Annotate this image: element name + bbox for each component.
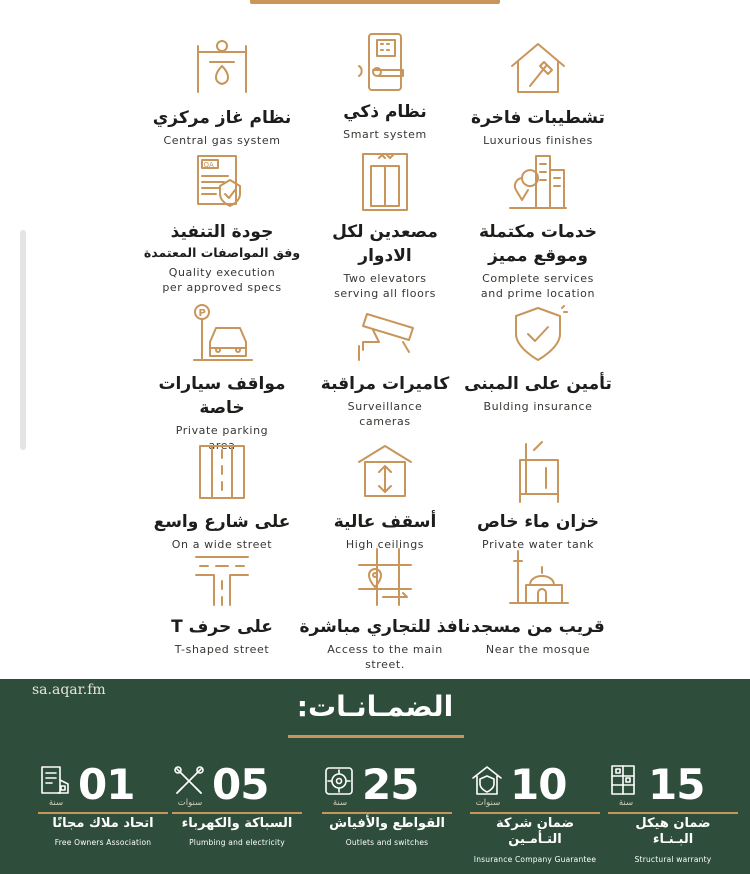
guarantee-title-ar-line2: البـنـاء <box>652 832 694 847</box>
guarantee-title-ar: القواطع والأفياش <box>329 816 445 831</box>
owners-association-icon <box>38 764 72 796</box>
smart-lock-icon <box>353 30 417 94</box>
gas-pipe-flame-icon <box>190 36 254 100</box>
guarantee-structural <box>608 760 738 870</box>
feature-title-ar-line2: الادوار <box>358 246 412 266</box>
feature-title-en: Private water tank <box>482 538 594 551</box>
guarantee-unit: سنة <box>618 798 634 808</box>
feature-title-ar: خدمات مكتملة <box>479 222 597 242</box>
guarantee-unit: سنة <box>48 798 64 808</box>
guarantee-title-en: Structural warranty <box>634 855 712 864</box>
svg-text:P: P <box>198 308 206 319</box>
map-route-icon <box>353 545 417 609</box>
t-junction-icon <box>190 545 254 609</box>
feature-title-en: Private parking area <box>175 424 269 452</box>
feature-title-en: Luxurious finishes <box>483 134 593 147</box>
city-location-icon <box>506 150 570 214</box>
high-ceiling-icon <box>353 440 417 504</box>
feature-title-ar: قريب من مسجد <box>471 617 605 637</box>
guarantee-title-en: Insurance Company Guarantee <box>473 855 597 864</box>
shield-check-icon <box>506 302 570 366</box>
security-camera-icon <box>353 302 417 366</box>
feature-quality-execution <box>122 150 322 295</box>
outlet-gear-icon <box>322 764 356 796</box>
feature-title-en: Bulding insurance <box>483 400 593 413</box>
feature-title-ar: أسقف عالية <box>333 512 437 532</box>
guarantee-insurance <box>470 760 600 870</box>
guarantee-unit: سنوات <box>475 798 501 808</box>
guarantee-title-ar: اتحاد ملاك مجانًا <box>52 816 154 831</box>
feature-title-ar: نظام ذكي <box>343 102 427 122</box>
insurance-house-icon <box>470 764 504 796</box>
feature-title-ar: كاميرات مراقبة <box>320 374 450 394</box>
feature-title-en: Complete services and prime location <box>480 272 596 300</box>
feature-title-ar-line2: وموقع مميز <box>488 246 588 266</box>
guarantee-title-en: Free Owners Association <box>54 838 152 847</box>
feature-title-ar-line2: خاصة <box>199 398 245 418</box>
guarantee-title-ar-line2: التـأمـين <box>508 832 562 847</box>
feature-title-ar: مصعدين لكل <box>332 222 438 242</box>
feature-title-ar: نافذ للتجاري مباشرة <box>299 617 471 637</box>
structure-icon <box>608 764 642 796</box>
guarantee-title-ar: ضمان شركة التـأمـين <box>495 816 575 847</box>
guarantee-title-en: Outlets and switches <box>345 838 429 847</box>
guarantee-years: 25 <box>362 760 419 809</box>
feature-t-shaped-street <box>122 545 322 657</box>
guarantee-unit: سنة <box>332 798 348 808</box>
feature-central-gas <box>122 36 322 148</box>
qa-certificate-icon <box>190 150 254 214</box>
guarantee-plumbing <box>172 760 302 870</box>
guarantee-divider <box>172 812 302 814</box>
feature-subtitle-ar: وفق المواصفات المعتمدة <box>143 245 301 260</box>
watermark: sa.aqar.fm <box>32 682 106 698</box>
feature-title-en: On a wide street <box>171 538 273 551</box>
water-tank-icon <box>506 440 570 504</box>
mosque-icon <box>506 545 570 609</box>
feature-title-ar: جودة التنفيذ <box>170 222 274 242</box>
feature-title-en: Central gas system <box>163 134 281 147</box>
guarantee-title-en: Plumbing and electricity <box>189 838 285 847</box>
feature-title-en: High ceilings <box>345 538 425 551</box>
guarantee-owners-association <box>38 760 168 870</box>
parking-car-icon <box>190 302 254 366</box>
feature-title-en: Smart system <box>343 128 427 141</box>
guarantees-title: الضمـانـات: <box>296 690 454 723</box>
feature-title-ar: على حرف T <box>171 617 273 637</box>
elevator-icon <box>353 150 417 214</box>
feature-title-en: Two elevators serving all floors <box>334 272 436 300</box>
feature-title-ar: على شارع واسع <box>153 512 291 532</box>
house-brush-icon <box>506 36 570 100</box>
feature-title-ar: تأمين على المبنى <box>464 374 612 394</box>
feature-title-en: Quality execution per approved specs <box>162 266 282 294</box>
guarantee-divider <box>470 812 600 814</box>
wide-street-icon <box>190 440 254 504</box>
guarantee-years: 15 <box>648 760 705 809</box>
feature-title-ar: مواقف سيارات <box>158 374 286 394</box>
feature-title-ar: تشطيبات فاخرة <box>471 108 605 128</box>
guarantee-divider <box>322 812 452 814</box>
guarantee-unit: سنوات <box>177 798 203 808</box>
guarantee-years: 10 <box>510 760 567 809</box>
guarantee-divider <box>608 812 738 814</box>
feature-title-ar: خزان ماء خاص <box>476 512 600 532</box>
top-accent-bar <box>250 0 500 4</box>
scrollbar[interactable] <box>20 230 26 450</box>
guarantee-outlets <box>322 760 452 870</box>
svg-text:QA: QA <box>203 161 214 169</box>
feature-title-en: Access to the main street. <box>327 643 443 671</box>
guarantee-title-ar: السباكة والكهرباء <box>181 816 293 831</box>
feature-title-en: Surveillance cameras <box>347 400 423 428</box>
guarantee-years: 05 <box>212 760 269 809</box>
guarantee-years: 01 <box>78 760 135 809</box>
feature-title-ar: نظام غاز مركزي <box>152 108 292 128</box>
guarantee-divider <box>38 812 168 814</box>
feature-title-en: T-shaped street <box>174 643 270 656</box>
guarantee-title-ar: ضمان هيكل البـنـاء <box>635 816 711 847</box>
guarantees-title-underline <box>288 735 464 738</box>
tools-icon <box>172 764 206 796</box>
feature-title-en: Near the mosque <box>485 643 591 656</box>
feature-private-parking <box>122 302 322 453</box>
feature-wide-street <box>122 440 322 552</box>
